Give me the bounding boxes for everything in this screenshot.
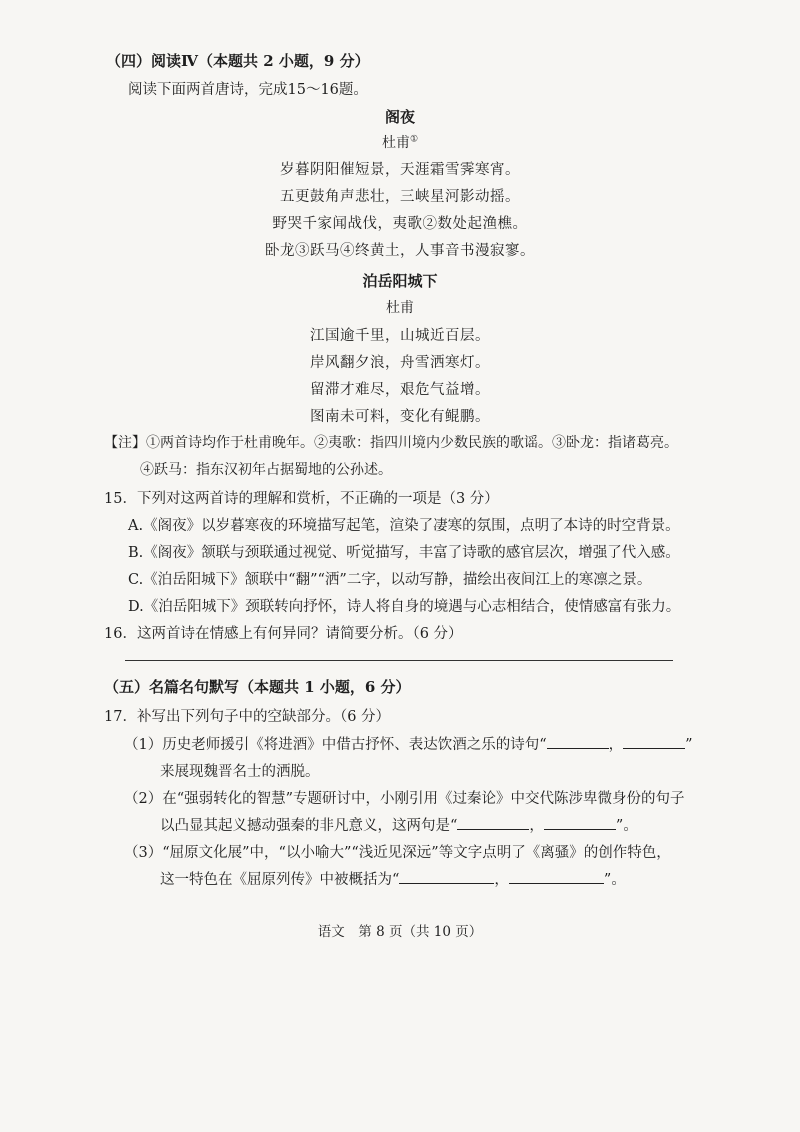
question-15-option-b: B.《阁夜》颔联与颈联通过视觉、听觉描写，丰富了诗歌的感官层次，增强了代入感。 [128,545,680,561]
poem-2-author: 杜甫 [386,300,414,316]
poem-2-line: 图南未可料，变化有鲲鹏。 [310,409,490,425]
poem-1-line: 五更鼓角声悲壮，三峡星河影动摇。 [280,189,520,205]
fill-blank[interactable] [399,869,494,884]
poem-1-author: 杜甫① [381,134,419,151]
poem-2-line: 留滞才难尽，艰危气益增。 [310,382,490,398]
section-4-heading: （四）阅读Ⅳ（本题共 2 小题，9 分） [106,52,370,70]
page-footer: 语文 第 8 页（共 10 页） [317,924,483,940]
fill-blank[interactable] [544,815,616,830]
poem-1-title: 阁夜 [384,108,415,126]
question-15-stem: 15．下列对这两首诗的理解和赏析，不正确的一项是（3 分） [104,491,499,507]
poem-1-author-note: ① [409,134,419,145]
question-15-option-c: C.《泊岳阳城下》颔联中“翻”“洒”二字，以动写静，描绘出夜间江上的寒凛之景。 [128,572,652,588]
question-17-part-3-cont: 这一特色在《屈原列传》中被概括为“ ， ”。 [160,868,626,889]
poem-2-line: 江国逾千里，山城近百层。 [310,328,490,344]
fill-blank[interactable] [457,815,529,830]
poem-1-line: 岁暮阴阳催短景，天涯霜雪霁寒宵。 [280,162,520,178]
question-17-part-1: （1）历史老师援引《将进酒》中借古抒怀、表达饮酒之乐的诗句“ ， ” [124,733,693,754]
fill-blank[interactable] [547,734,609,749]
poem-1-line: 野哭千家闻战伐，夷歌②数处起渔樵。 [272,216,528,232]
question-17-part-3: （3）“屈原文化展”中，“以小喻大”“浅近见深远”等文字点明了《离骚》的创作特色， [124,845,671,861]
question-17-part-2: （2）在“强弱转化的智慧”专题研讨中，小刚引用《过秦论》中交代陈涉卑微身份的句子 [124,791,685,807]
question-15-option-a: A.《阁夜》以岁暮寒夜的环境描写起笔，渲染了凄寒的氛围，点明了本诗的时空背景。 [128,518,680,534]
answer-line [125,660,673,661]
question-17-part-2-cont: 以凸显其起义撼动强秦的非凡意义，这两句是“ ， ”。 [160,814,638,835]
section-4-intro: 阅读下面两首唐诗，完成15～16题。 [128,82,368,98]
poem-1-line: 卧龙③跃马④终黄土，人事音书漫寂寥。 [265,243,535,259]
fill-blank[interactable] [509,869,604,884]
annotation-line-2: ④跃马：指东汉初年占据蜀地的公孙述。 [140,462,392,478]
section-5-heading: （五）名篇名句默写（本题共 1 小题，6 分） [104,678,411,696]
question-15-option-d: D.《泊岳阳城下》颈联转向抒怀，诗人将自身的境遇与心志相结合，使情感富有张力。 [128,599,681,615]
poem-2-title: 泊岳阳城下 [362,272,438,290]
question-17-part-1-cont: 来展现魏晋名士的洒脱。 [160,764,320,780]
question-16-stem: 16．这两首诗在情感上有何异同？请简要分析。（6 分） [104,626,463,642]
poem-2-line: 岸风翻夕浪，舟雪洒寒灯。 [310,355,490,371]
fill-blank[interactable] [623,734,685,749]
annotation-line-1: 【注】①两首诗均作于杜甫晚年。②夷歌：指四川境内少数民族的歌谣。③卧龙：指诸葛亮。 [104,435,678,451]
question-17-stem: 17．补写出下列句子中的空缺部分。（6 分） [104,709,391,725]
